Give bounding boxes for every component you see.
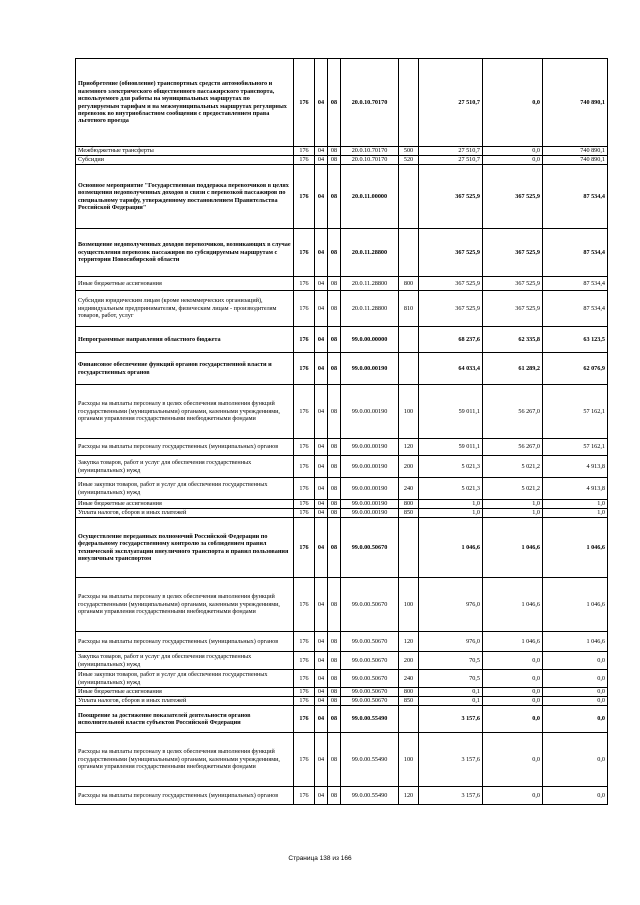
row-subsection-code: 08 xyxy=(328,156,341,165)
row-grbs-code: 176 xyxy=(294,439,315,456)
row-section-code: 04 xyxy=(315,385,328,439)
row-subsection-code: 08 xyxy=(328,353,341,385)
row-name: Расходы на выплаты персоналу в целях обеспечения выполнения функций государственными (муниципальными) органами, казенными учреждениями, органами управления государственными внебюджетными фондами xyxy=(76,733,294,787)
row-name: Иные закупки товаров, работ и услуг для обеспечения государственных (муниципальных) нужд xyxy=(76,670,294,688)
row-name: Расходы на выплаты персоналу в целях обеспечения выполнения функций государственными (муниципальными) органами, казенными учреждениями, органами управления государственными внебюджетными фондами xyxy=(76,578,294,632)
row-target-article-code: 99.0.00.50670 xyxy=(341,518,399,578)
row-amount-year-2: 5 021,2 xyxy=(483,456,543,478)
row-grbs-code: 176 xyxy=(294,353,315,385)
row-grbs-code: 176 xyxy=(294,518,315,578)
row-amount-year-3: 0,0 xyxy=(543,697,608,706)
row-amount-year-3: 1 046,6 xyxy=(543,578,608,632)
row-amount-year-2: 5 021,2 xyxy=(483,478,543,500)
row-subsection-code: 08 xyxy=(328,277,341,291)
row-amount-year-3: 62 076,9 xyxy=(543,353,608,385)
row-amount-year-2: 0,0 xyxy=(483,697,543,706)
table-row xyxy=(76,697,608,706)
row-name: Иные бюджетные ассигнования xyxy=(76,688,294,697)
row-amount-year-3: 57 162,1 xyxy=(543,439,608,456)
row-subsection-code: 08 xyxy=(328,688,341,697)
row-expense-type-code: 240 xyxy=(399,478,419,500)
row-name: Закупка товаров, работ и услуг для обеспечения государственных (муниципальных) нужд xyxy=(76,652,294,670)
row-grbs-code: 176 xyxy=(294,277,315,291)
row-expense-type-code xyxy=(399,327,419,353)
row-expense-type-code: 800 xyxy=(399,688,419,697)
row-amount-year-1: 64 033,4 xyxy=(419,353,483,385)
row-grbs-code: 176 xyxy=(294,688,315,697)
row-name: Уплата налогов, сборов и иных платежей xyxy=(76,697,294,706)
row-target-article-code: 20.0.11.28800 xyxy=(341,291,399,327)
row-amount-year-2: 1 046,6 xyxy=(483,632,543,652)
row-section-code: 04 xyxy=(315,670,328,688)
row-amount-year-1: 1 046,6 xyxy=(419,518,483,578)
row-expense-type-code xyxy=(399,165,419,229)
row-amount-year-3: 4 913,8 xyxy=(543,478,608,500)
row-target-article-code: 99.0.00.00190 xyxy=(341,500,399,509)
row-expense-type-code: 120 xyxy=(399,439,419,456)
row-name: Возмещение недополученных доходов перевозчиков, возникающих в случае осуществления перевозок пассажиров по субсидируемым маршрутам с территории Новосибирской области xyxy=(76,229,294,277)
row-amount-year-2: 56 267,0 xyxy=(483,439,543,456)
row-amount-year-2: 1,0 xyxy=(483,509,543,518)
row-grbs-code: 176 xyxy=(294,697,315,706)
row-name: Приобретение (обновление) транспортных средств автомобильного и наземного электрического общественного пассажирского транспорта, используемого для работы на муниципальных маршрутах по регулируемым тарифам и на межмуниципальных маршрутах регулярных перевозок во внутриобластном сообщении с предоставлением права льготного проезда xyxy=(76,59,294,147)
row-amount-year-2: 0,0 xyxy=(483,733,543,787)
row-section-code: 04 xyxy=(315,327,328,353)
row-amount-year-1: 1,0 xyxy=(419,500,483,509)
row-amount-year-3: 0,0 xyxy=(543,652,608,670)
row-subsection-code: 08 xyxy=(328,327,341,353)
row-target-article-code: 99.0.00.50670 xyxy=(341,697,399,706)
row-section-code: 04 xyxy=(315,733,328,787)
row-target-article-code: 20.0.11.28800 xyxy=(341,277,399,291)
row-section-code: 04 xyxy=(315,787,328,805)
row-target-article-code: 99.0.00.00190 xyxy=(341,353,399,385)
table-row xyxy=(76,291,608,327)
row-grbs-code: 176 xyxy=(294,59,315,147)
row-amount-year-2: 0,0 xyxy=(483,670,543,688)
row-amount-year-2: 0,0 xyxy=(483,147,543,156)
row-section-code: 04 xyxy=(315,652,328,670)
table-row xyxy=(76,147,608,156)
row-amount-year-3: 1,0 xyxy=(543,500,608,509)
row-target-article-code: 20.0.11.28800 xyxy=(341,229,399,277)
row-name: Иные закупки товаров, работ и услуг для обеспечения государственных (муниципальных) нужд xyxy=(76,478,294,500)
row-subsection-code: 08 xyxy=(328,59,341,147)
row-amount-year-1: 367 525,9 xyxy=(419,229,483,277)
row-amount-year-1: 1,0 xyxy=(419,509,483,518)
row-amount-year-1: 367 525,9 xyxy=(419,291,483,327)
row-amount-year-3: 740 890,1 xyxy=(543,59,608,147)
table-row xyxy=(76,578,608,632)
row-amount-year-1: 0,1 xyxy=(419,688,483,697)
row-expense-type-code: 800 xyxy=(399,500,419,509)
row-grbs-code: 176 xyxy=(294,456,315,478)
row-amount-year-2: 0,0 xyxy=(483,787,543,805)
row-section-code: 04 xyxy=(315,632,328,652)
row-amount-year-2: 0,0 xyxy=(483,156,543,165)
row-section-code: 04 xyxy=(315,578,328,632)
row-section-code: 04 xyxy=(315,277,328,291)
row-target-article-code: 99.0.00.50670 xyxy=(341,670,399,688)
row-amount-year-1: 3 157,6 xyxy=(419,706,483,733)
row-subsection-code: 08 xyxy=(328,787,341,805)
row-amount-year-3: 87 534,4 xyxy=(543,229,608,277)
row-grbs-code: 176 xyxy=(294,165,315,229)
row-amount-year-3: 1 046,6 xyxy=(543,518,608,578)
row-name: Расходы на выплаты персоналу государственных (муниципальных) органов xyxy=(76,632,294,652)
table-row xyxy=(76,353,608,385)
table-row xyxy=(76,632,608,652)
row-subsection-code: 08 xyxy=(328,578,341,632)
row-amount-year-1: 5 021,3 xyxy=(419,456,483,478)
row-subsection-code: 08 xyxy=(328,697,341,706)
row-section-code: 04 xyxy=(315,509,328,518)
row-target-article-code: 99.0.00.55490 xyxy=(341,733,399,787)
row-name: Непрограммные направления областного бюджета xyxy=(76,327,294,353)
row-amount-year-1: 27 510,7 xyxy=(419,156,483,165)
row-amount-year-2: 367 525,9 xyxy=(483,229,543,277)
row-expense-type-code xyxy=(399,229,419,277)
row-amount-year-3: 1 046,6 xyxy=(543,632,608,652)
row-subsection-code: 08 xyxy=(328,518,341,578)
row-expense-type-code xyxy=(399,518,419,578)
table-row xyxy=(76,518,608,578)
row-amount-year-2: 367 525,9 xyxy=(483,291,543,327)
row-amount-year-1: 70,5 xyxy=(419,652,483,670)
row-amount-year-3: 0,0 xyxy=(543,670,608,688)
row-amount-year-3: 0,0 xyxy=(543,706,608,733)
table-row xyxy=(76,787,608,805)
row-amount-year-3: 1,0 xyxy=(543,509,608,518)
row-amount-year-1: 976,0 xyxy=(419,578,483,632)
row-amount-year-2: 0,0 xyxy=(483,59,543,147)
row-expense-type-code: 100 xyxy=(399,578,419,632)
row-grbs-code: 176 xyxy=(294,509,315,518)
row-grbs-code: 176 xyxy=(294,147,315,156)
row-grbs-code: 176 xyxy=(294,733,315,787)
row-expense-type-code: 240 xyxy=(399,670,419,688)
row-section-code: 04 xyxy=(315,353,328,385)
row-target-article-code: 99.0.00.55490 xyxy=(341,787,399,805)
row-grbs-code: 176 xyxy=(294,632,315,652)
row-amount-year-2: 1 046,6 xyxy=(483,578,543,632)
table-row xyxy=(76,733,608,787)
row-section-code: 04 xyxy=(315,697,328,706)
row-target-article-code: 20.0.10.70170 xyxy=(341,147,399,156)
row-grbs-code: 176 xyxy=(294,327,315,353)
row-expense-type-code: 520 xyxy=(399,156,419,165)
row-expense-type-code: 850 xyxy=(399,509,419,518)
row-amount-year-1: 0,1 xyxy=(419,697,483,706)
row-subsection-code: 08 xyxy=(328,632,341,652)
row-subsection-code: 08 xyxy=(328,385,341,439)
row-amount-year-2: 1,0 xyxy=(483,500,543,509)
row-name: Субсидии xyxy=(76,156,294,165)
row-section-code: 04 xyxy=(315,291,328,327)
row-expense-type-code xyxy=(399,353,419,385)
row-amount-year-1: 3 157,6 xyxy=(419,733,483,787)
table-row xyxy=(76,59,608,147)
row-amount-year-1: 27 510,7 xyxy=(419,147,483,156)
row-name: Субсидии юридическим лицам (кроме некоммерческих организаций), индивидуальным предпринимателям, физическим лицам - производителям товаров, работ, услуг xyxy=(76,291,294,327)
row-amount-year-3: 57 162,1 xyxy=(543,385,608,439)
table-row xyxy=(76,229,608,277)
row-subsection-code: 08 xyxy=(328,229,341,277)
row-subsection-code: 08 xyxy=(328,291,341,327)
row-target-article-code: 99.0.00.00000 xyxy=(341,327,399,353)
row-expense-type-code: 810 xyxy=(399,291,419,327)
row-name: Расходы на выплаты персоналу государственных (муниципальных) органов xyxy=(76,439,294,456)
row-target-article-code: 99.0.00.50670 xyxy=(341,688,399,697)
row-amount-year-1: 59 011,1 xyxy=(419,385,483,439)
row-name: Закупка товаров, работ и услуг для обеспечения государственных (муниципальных) нужд xyxy=(76,456,294,478)
row-amount-year-1: 976,0 xyxy=(419,632,483,652)
table-row xyxy=(76,456,608,478)
row-section-code: 04 xyxy=(315,478,328,500)
table-row xyxy=(76,706,608,733)
page-number: Страница 138 из 166 xyxy=(288,855,352,862)
row-amount-year-3: 4 913,8 xyxy=(543,456,608,478)
row-amount-year-2: 62 335,8 xyxy=(483,327,543,353)
row-name: Финансовое обеспечение функций органов государственной власти и государственных органов xyxy=(76,353,294,385)
row-name: Межбюджетные трансферты xyxy=(76,147,294,156)
row-grbs-code: 176 xyxy=(294,670,315,688)
row-name: Осуществление переданных полномочий Российской Федерации по федеральному государственному контролю за соблюдением правил технической эксплуатации внеуличного транспорта и правил пользования внеуличным транспортом xyxy=(76,518,294,578)
table-row xyxy=(76,688,608,697)
row-amount-year-2: 0,0 xyxy=(483,706,543,733)
row-grbs-code: 176 xyxy=(294,385,315,439)
row-name: Иные бюджетные ассигнования xyxy=(76,500,294,509)
row-section-code: 04 xyxy=(315,229,328,277)
row-amount-year-1: 5 021,3 xyxy=(419,478,483,500)
row-amount-year-2: 0,0 xyxy=(483,652,543,670)
row-subsection-code: 08 xyxy=(328,478,341,500)
row-name: Расходы на выплаты персоналу в целях обеспечения выполнения функций государственными (муниципальными) органами, казенными учреждениями, органами управления государственными внебюджетными фондами xyxy=(76,385,294,439)
row-grbs-code: 176 xyxy=(294,706,315,733)
row-amount-year-3: 740 890,1 xyxy=(543,156,608,165)
table-row xyxy=(76,500,608,509)
row-expense-type-code xyxy=(399,706,419,733)
row-target-article-code: 99.0.00.00190 xyxy=(341,456,399,478)
row-section-code: 04 xyxy=(315,165,328,229)
row-target-article-code: 99.0.00.00190 xyxy=(341,385,399,439)
row-target-article-code: 99.0.00.00190 xyxy=(341,478,399,500)
row-expense-type-code: 120 xyxy=(399,787,419,805)
row-name: Иные бюджетные ассигнования xyxy=(76,277,294,291)
table-row xyxy=(76,478,608,500)
row-amount-year-2: 367 525,9 xyxy=(483,277,543,291)
row-grbs-code: 176 xyxy=(294,229,315,277)
row-subsection-code: 08 xyxy=(328,147,341,156)
row-target-article-code: 20.0.11.00000 xyxy=(341,165,399,229)
row-target-article-code: 99.0.00.55490 xyxy=(341,706,399,733)
row-amount-year-1: 367 525,9 xyxy=(419,277,483,291)
row-amount-year-3: 0,0 xyxy=(543,787,608,805)
row-amount-year-3: 87 534,4 xyxy=(543,277,608,291)
row-subsection-code: 08 xyxy=(328,733,341,787)
row-target-article-code: 99.0.00.50670 xyxy=(341,578,399,632)
row-section-code: 04 xyxy=(315,439,328,456)
row-section-code: 04 xyxy=(315,147,328,156)
row-amount-year-1: 59 011,1 xyxy=(419,439,483,456)
row-section-code: 04 xyxy=(315,500,328,509)
table-body xyxy=(76,59,608,805)
row-amount-year-2: 1 046,6 xyxy=(483,518,543,578)
row-target-article-code: 20.0.10.70170 xyxy=(341,156,399,165)
row-target-article-code: 20.0.10.70170 xyxy=(341,59,399,147)
table-row xyxy=(76,156,608,165)
row-amount-year-3: 740 890,1 xyxy=(543,147,608,156)
row-section-code: 04 xyxy=(315,688,328,697)
row-grbs-code: 176 xyxy=(294,578,315,632)
row-subsection-code: 08 xyxy=(328,165,341,229)
row-amount-year-2: 56 267,0 xyxy=(483,385,543,439)
row-grbs-code: 176 xyxy=(294,500,315,509)
row-subsection-code: 08 xyxy=(328,439,341,456)
row-section-code: 04 xyxy=(315,518,328,578)
row-amount-year-1: 367 525,9 xyxy=(419,165,483,229)
row-expense-type-code: 850 xyxy=(399,697,419,706)
row-target-article-code: 99.0.00.50670 xyxy=(341,652,399,670)
table-row xyxy=(76,327,608,353)
table-row xyxy=(76,509,608,518)
row-expense-type-code: 500 xyxy=(399,147,419,156)
table-row xyxy=(76,277,608,291)
row-amount-year-3: 87 534,4 xyxy=(543,165,608,229)
row-name: Основное мероприятие "Государственная поддержка перевозчиков в целях возмещения недополученных доходов в связи с перевозкой пассажиров по специальному тарифу, утвержденному постановлением Правительства Российской Федерации" xyxy=(76,165,294,229)
row-amount-year-1: 70,5 xyxy=(419,670,483,688)
row-subsection-code: 08 xyxy=(328,509,341,518)
row-expense-type-code xyxy=(399,59,419,147)
row-section-code: 04 xyxy=(315,706,328,733)
table-row xyxy=(76,439,608,456)
row-subsection-code: 08 xyxy=(328,706,341,733)
row-amount-year-1: 3 157,6 xyxy=(419,787,483,805)
row-subsection-code: 08 xyxy=(328,670,341,688)
row-amount-year-3: 0,0 xyxy=(543,733,608,787)
row-subsection-code: 08 xyxy=(328,500,341,509)
row-expense-type-code: 800 xyxy=(399,277,419,291)
row-name: Уплата налогов, сборов и иных платежей xyxy=(76,509,294,518)
row-amount-year-1: 68 237,6 xyxy=(419,327,483,353)
row-target-article-code: 99.0.00.00190 xyxy=(341,509,399,518)
row-amount-year-1: 27 510,7 xyxy=(419,59,483,147)
row-amount-year-2: 0,0 xyxy=(483,688,543,697)
row-grbs-code: 176 xyxy=(294,478,315,500)
row-expense-type-code: 200 xyxy=(399,652,419,670)
row-amount-year-3: 0,0 xyxy=(543,688,608,697)
row-subsection-code: 08 xyxy=(328,456,341,478)
row-target-article-code: 99.0.00.50670 xyxy=(341,632,399,652)
row-subsection-code: 08 xyxy=(328,652,341,670)
row-expense-type-code: 100 xyxy=(399,385,419,439)
row-expense-type-code: 100 xyxy=(399,733,419,787)
row-section-code: 04 xyxy=(315,156,328,165)
row-grbs-code: 176 xyxy=(294,787,315,805)
row-amount-year-2: 367 525,9 xyxy=(483,165,543,229)
row-expense-type-code: 120 xyxy=(399,632,419,652)
row-amount-year-3: 63 123,5 xyxy=(543,327,608,353)
row-grbs-code: 176 xyxy=(294,291,315,327)
table-row xyxy=(76,385,608,439)
row-name: Расходы на выплаты персоналу государственных (муниципальных) органов xyxy=(76,787,294,805)
row-expense-type-code: 200 xyxy=(399,456,419,478)
row-name: Поощрение за достижение показателей деятельности органов исполнительной власти субъектов Российской Федерации xyxy=(76,706,294,733)
row-amount-year-3: 87 534,4 xyxy=(543,291,608,327)
row-section-code: 04 xyxy=(315,59,328,147)
row-section-code: 04 xyxy=(315,456,328,478)
row-target-article-code: 99.0.00.00190 xyxy=(341,439,399,456)
budget-table xyxy=(75,58,608,805)
table-row xyxy=(76,652,608,670)
row-amount-year-2: 61 289,2 xyxy=(483,353,543,385)
row-grbs-code: 176 xyxy=(294,156,315,165)
table-row xyxy=(76,165,608,229)
table-row xyxy=(76,670,608,688)
row-grbs-code: 176 xyxy=(294,652,315,670)
